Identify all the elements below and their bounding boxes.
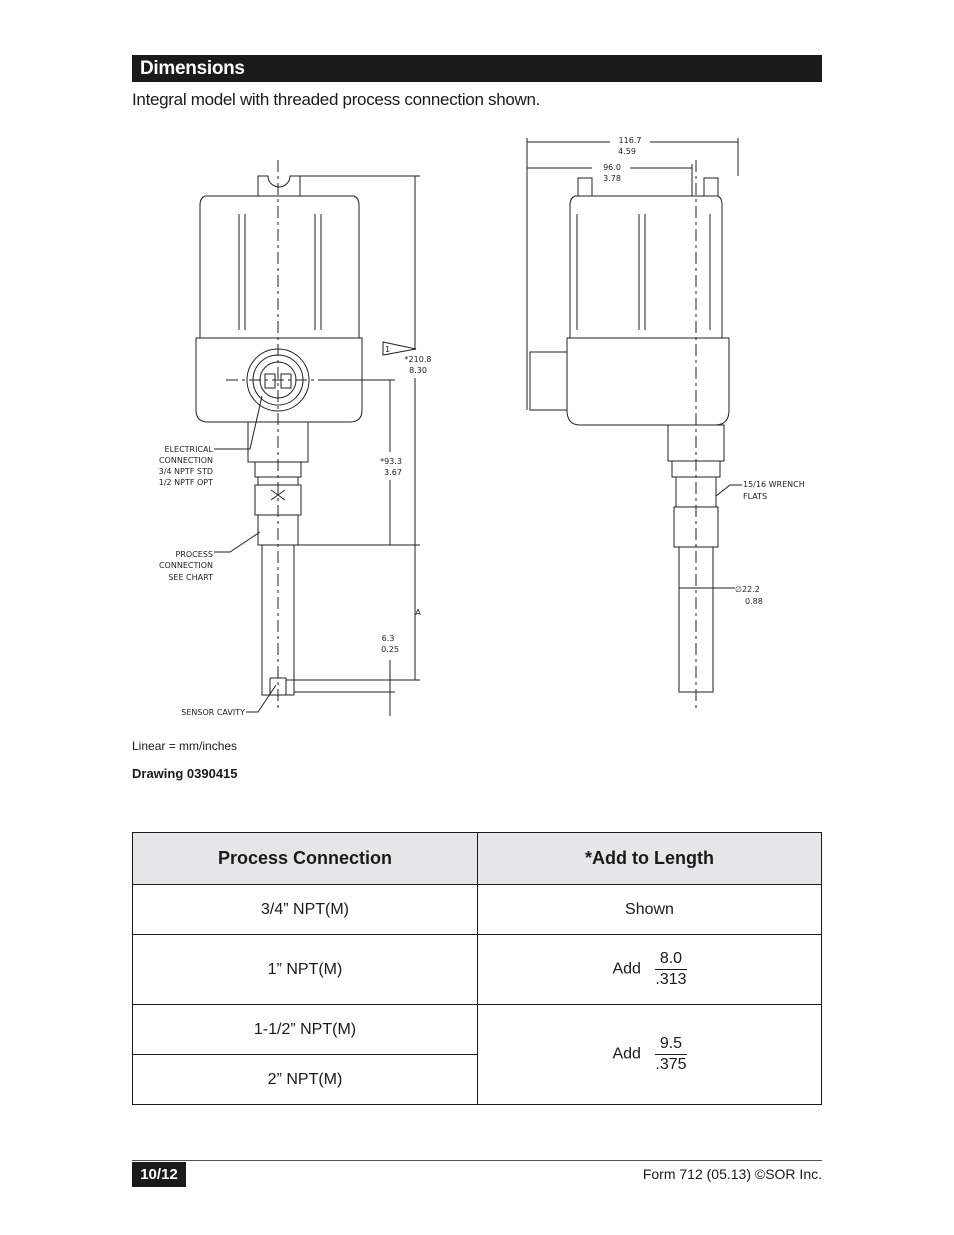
label-sensor-cavity: SENSOR CAVITY (181, 708, 245, 717)
section-title: Dimensions (132, 55, 822, 82)
connection-cell: 2” NPT(M) (133, 1055, 478, 1105)
add-cell (478, 935, 822, 1005)
connection-cell: 3/4” NPT(M) (133, 885, 478, 935)
add-label: Add (612, 960, 641, 978)
dim-dia-in: 0.88 (745, 597, 763, 606)
page-number: 10/12 (132, 1162, 186, 1187)
label-process-1: PROCESS (175, 550, 213, 559)
label-process-2: CONNECTION (158, 561, 213, 570)
label-wrench-2: FLATS (743, 492, 768, 501)
add-in: .313 (655, 971, 687, 988)
add-fraction (655, 1034, 686, 1075)
dim-a: A (415, 608, 421, 617)
header-add-to-length: *Add to Length (478, 833, 822, 885)
label-wrench-1: 15/16 WRENCH (743, 480, 805, 489)
footer-rule (132, 1160, 822, 1161)
label-process-3: SEE CHART (168, 573, 213, 582)
dim-small-in: 0.25 (381, 645, 399, 654)
add-cell: Shown (478, 885, 822, 935)
add-fraction (655, 949, 686, 990)
add-cell (478, 1005, 822, 1105)
dim-overall-mm: *210.8 (404, 355, 432, 364)
label-electrical-1: ELECTRICAL (164, 445, 213, 454)
header-process-connection: Process Connection (133, 833, 478, 885)
connection-cell: 1-1/2” NPT(M) (133, 1005, 478, 1055)
add-mm: 8.0 (655, 949, 686, 970)
dim-dia-mm: ∅22.2 (735, 585, 760, 594)
add-label: Add (612, 1045, 641, 1063)
dim-width-mm: 116.7 (618, 136, 642, 145)
dim-mid-in: 3.67 (384, 468, 402, 477)
dim-width-in: 4.59 (618, 147, 636, 156)
label-electrical-3: 3/4 NPTF STD (158, 467, 213, 476)
add-in: .375 (655, 1056, 687, 1073)
table-row (133, 1005, 822, 1055)
connection-cell: 1” NPT(M) (133, 935, 478, 1005)
process-connection-table (132, 832, 822, 1105)
add-mm: 9.5 (655, 1034, 686, 1055)
dim-overall-in: 8.30 (409, 366, 427, 375)
dim-width2-in: 3.78 (603, 174, 621, 183)
form-reference: Form 712 (05.13) ©SOR Inc. (642, 1166, 822, 1182)
intro-text: Integral model with threaded process connection shown. (132, 90, 541, 109)
note-flag: 1 (385, 345, 391, 354)
table-row (133, 885, 822, 935)
dim-mid-mm: *93.3 (380, 457, 402, 466)
table-row (133, 935, 822, 1005)
drawing-number: Drawing 0390415 (132, 766, 238, 781)
label-electrical-2: CONNECTION (158, 456, 213, 465)
units-note: Linear = mm/inches (132, 739, 238, 753)
label-electrical-4: 1/2 NPTF OPT (158, 478, 213, 487)
dim-small-mm: 6.3 (381, 634, 395, 643)
dim-width2-mm: 96.0 (603, 163, 621, 172)
